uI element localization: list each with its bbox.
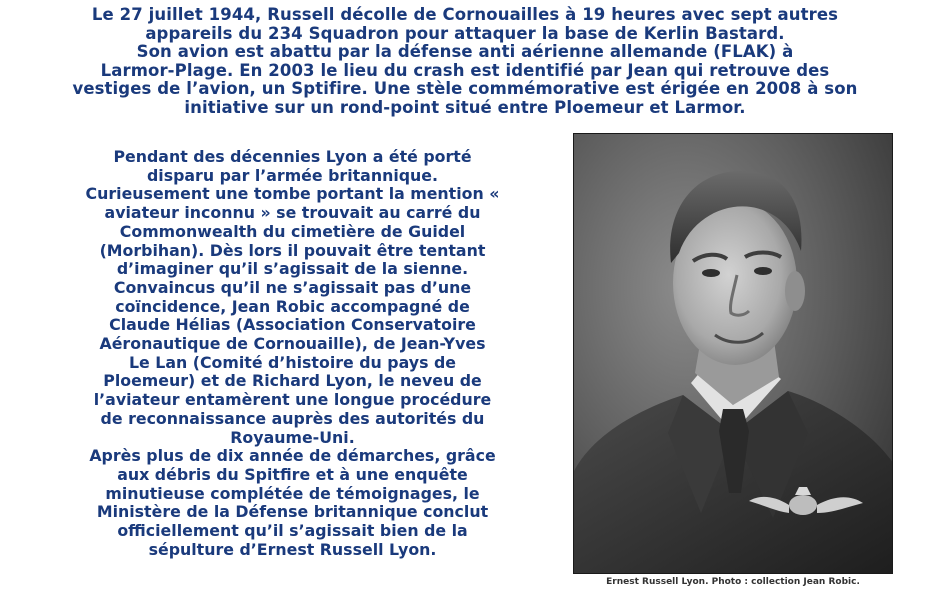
story-line: Curieusement une tombe portant la mention « [85,184,500,204]
portrait-photo [573,133,893,574]
eye-left [702,269,720,277]
eye-right [754,267,772,275]
story-line: Ministère de la Défense britannique conclut [96,502,489,522]
story-line: officiellement qu’il s’agissait bien de la [117,521,468,541]
story-line: Ploemeur) et de Richard Lyon, le neveu de [103,371,482,391]
story-line: aux débris du Spitfire et à une enquête [117,464,468,484]
story-line: Pendant des décennies Lyon a été porté [113,147,472,166]
intro-line: Le 27 juillet 1944, Russell décolle de Cornouailles à 19 heures avec sept autres [91,5,839,24]
intro-line: Larmor-Plage. En 2003 le lieu du crash est identifié par Jean qui retrouve des [100,60,830,80]
ear [785,271,805,311]
portrait-illustration [573,133,893,574]
story-paragraph [20,148,565,559]
story-line: aviateur inconnu » se trouvait au carré du [104,203,481,223]
story-line: Royaume-Uni. [230,427,355,447]
story-line: Convaincus qu’il ne s’agissait pas d’une [113,277,472,297]
story-line: Le Lan (Comité d’histoire du pays de [128,352,456,372]
story-line: Claude Hélias (Association Conservatoire [109,315,476,335]
story-line: minutieuse complétée de témoignages, le [105,483,480,503]
story-line: (Morbihan). Dès lors il pouvait être tentant [99,240,486,260]
story-line: Commonwealth du cimetière de Guidel [119,221,466,241]
story-line: disparu par l’armée britannique. [146,165,439,185]
story-line: l’aviateur entamèrent une longue procédure [93,390,492,410]
story-line: d’imaginer qu’il s’agissait de la sienne. [116,259,469,279]
story-line: coïncidence, Jean Robic accompagné de [115,296,470,316]
story-line: Aéronautique de Cornouaille), de Jean-Yves [99,334,486,354]
intro-line: Son avion est abattu par la défense anti aérienne allemande (FLAK) à [136,42,794,62]
intro-line: appareils du 234 Squadron pour attaquer la base de Kerlin Bastard. [145,23,785,43]
intro-line: initiative sur un rond-point situé entre Ploemeur et Larmor. [184,97,746,117]
intro-line: vestiges de l’avion, un Sptifire. Une stèle commémorative est érigée en 2008 à son [72,79,858,99]
story-line: Après plus de dix année de démarches, grâce [89,446,496,466]
story-line: de reconnaissance auprès des autorités du [100,408,485,428]
story-line: sépulture d’Ernest Russell Lyon. [148,539,437,559]
intro-paragraph [10,6,920,118]
photo-caption: Ernest Russell Lyon. Photo : collection Jean Robic. [606,577,860,587]
